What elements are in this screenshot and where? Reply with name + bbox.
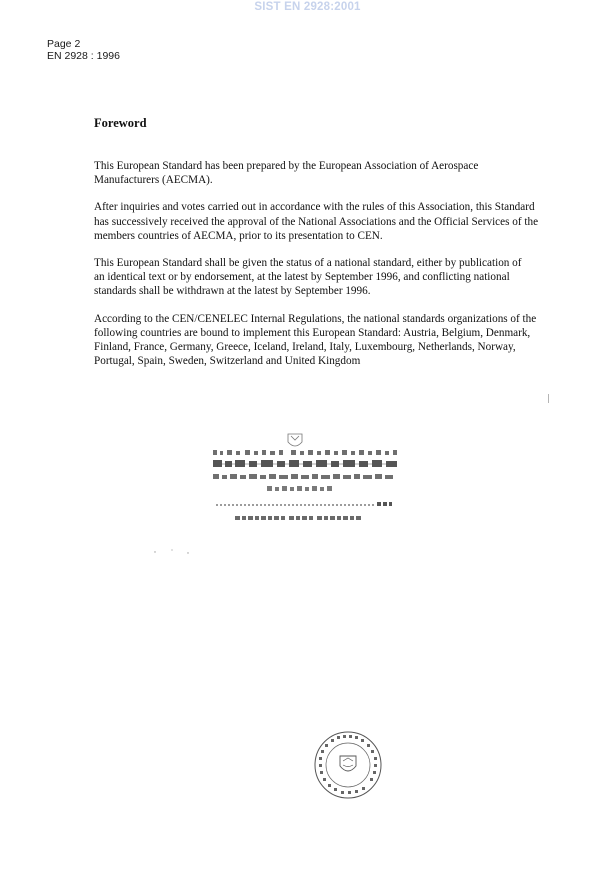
page-header: [47, 38, 120, 62]
foreword-heading: Foreword: [94, 116, 147, 130]
margin-mark: [548, 394, 549, 403]
scan-specks: [150, 540, 210, 560]
text-line: According to the CEN/CENELEC Internal Regulations, the national standards organizations of the: [94, 312, 537, 325]
text-line: an identical text or by endorsement, at the latest by September 1996, and conflicting national: [94, 271, 510, 284]
text-line: Manufacturers (AECMA).: [94, 174, 213, 187]
paragraph-approval: [94, 200, 554, 243]
text-line: members countries of AECMA, prior to its presentation to CEN.: [94, 229, 383, 242]
standard-number: EN 2928 : 1996: [47, 50, 120, 62]
text-line: standards shall be withdrawn at the latest by September 1996.: [94, 285, 371, 298]
paragraph-preparation: [94, 159, 554, 187]
round-official-seal-icon: [313, 730, 383, 800]
text-line: This European Standard shall be given the status of a national standard, either by publication of: [94, 257, 522, 270]
paragraph-countries: [94, 312, 554, 369]
page-number: Page 2: [47, 38, 81, 50]
paragraph-status: [94, 256, 554, 299]
text-line: After inquiries and votes carried out in accordance with the rules of this Association, this Standard: [94, 201, 535, 214]
text-line: Finland, France, Germany, Greece, Iceland, Ireland, Italy, Luxembourg, Netherlands, Norway,: [94, 341, 516, 354]
mirrored-approval-stamp-icon: [205, 430, 405, 530]
foreword-body: [94, 159, 554, 381]
text-line: Portugal, Spain, Sweden, Switzerland and United Kingdom: [94, 355, 361, 368]
text-line: This European Standard has been prepared by the European Association of Aerospace: [94, 160, 479, 172]
text-line: has successively received the approval of the National Associations and the Official Services of the: [94, 215, 539, 228]
document-watermark: SIST EN 2928:2001: [254, 1, 361, 13]
text-line: following countries are bound to implement this European Standard: Austria, Belgium, Denmark,: [94, 326, 531, 339]
